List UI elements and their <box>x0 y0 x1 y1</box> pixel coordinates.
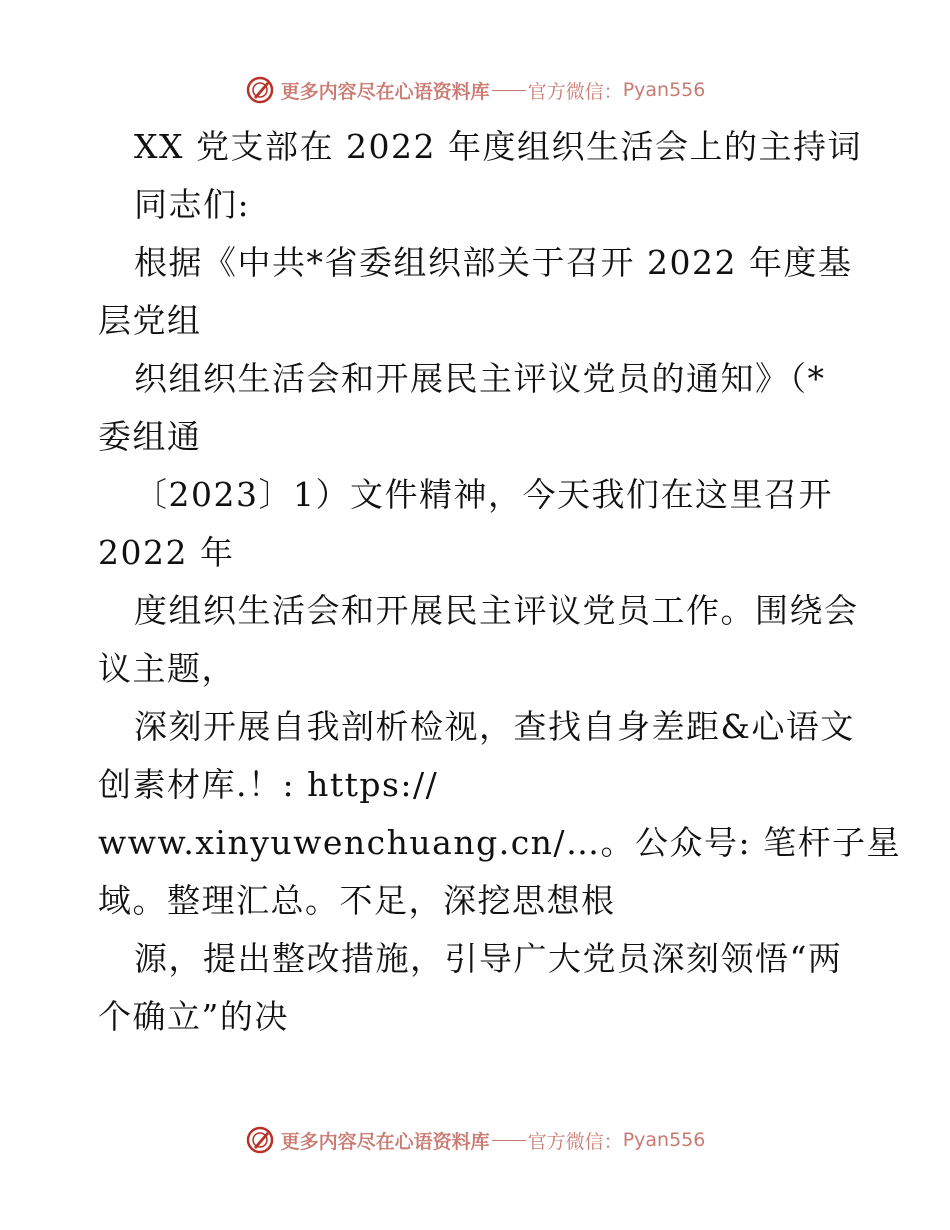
paragraph-line: 同志们: <box>134 185 251 224</box>
paragraph-line: 源，提出整改措施，引导广大党员深刻领悟“两 <box>134 939 843 978</box>
paragraph-line: 深刻开展自我剖析检视，查找自身差距&心语文 <box>134 707 855 746</box>
paragraph-line: 织组织生活会和开展民主评议党员的通知》（* <box>134 359 826 398</box>
paragraph-line: 度组织生活会和开展民主评议党员工作。围绕会 <box>134 591 859 630</box>
banner-dash <box>492 1140 526 1141</box>
banner-label: 官方微信： <box>527 80 623 103</box>
banner-account: Pyan556 <box>622 1129 706 1151</box>
paragraph-line: 议主题， <box>98 649 236 688</box>
pen-logo-icon <box>245 75 275 105</box>
paragraph-line: 域。整理汇总。不足，深挖思想根 <box>98 881 616 920</box>
banner-label: 官方微信： <box>527 1130 623 1153</box>
paragraph-line: 个确立”的决 <box>98 997 289 1036</box>
paragraph-line: 〔2023〕1）文件精神，今天我们在这里召开 <box>134 475 833 514</box>
banner-dash <box>492 90 526 91</box>
paragraph-line: 2022 年 <box>98 533 235 572</box>
paragraph-line: 创素材库.！: https:// <box>98 765 439 804</box>
paragraph-line: 委组通 <box>98 417 202 456</box>
banner-account: Pyan556 <box>622 79 706 101</box>
paragraph-line: www.xinyuwenchuang.cn/…。公众号: 笔杆子星 <box>98 823 902 862</box>
paragraph-line: 层党组 <box>98 301 202 340</box>
document-body <box>98 118 902 1046</box>
footer-banner <box>0 1120 950 1160</box>
banner-text: 更多内容尽在心语资料库 <box>280 1130 490 1153</box>
header-banner <box>0 70 950 110</box>
paragraph-line: 根据《中共*省委组织部关于召开 2022 年度基 <box>134 243 853 282</box>
document-title: XX 党支部在 2022 年度组织生活会上的主持词 <box>134 127 862 166</box>
banner-text: 更多内容尽在心语资料库 <box>280 80 490 103</box>
pen-logo-icon <box>245 1125 275 1155</box>
